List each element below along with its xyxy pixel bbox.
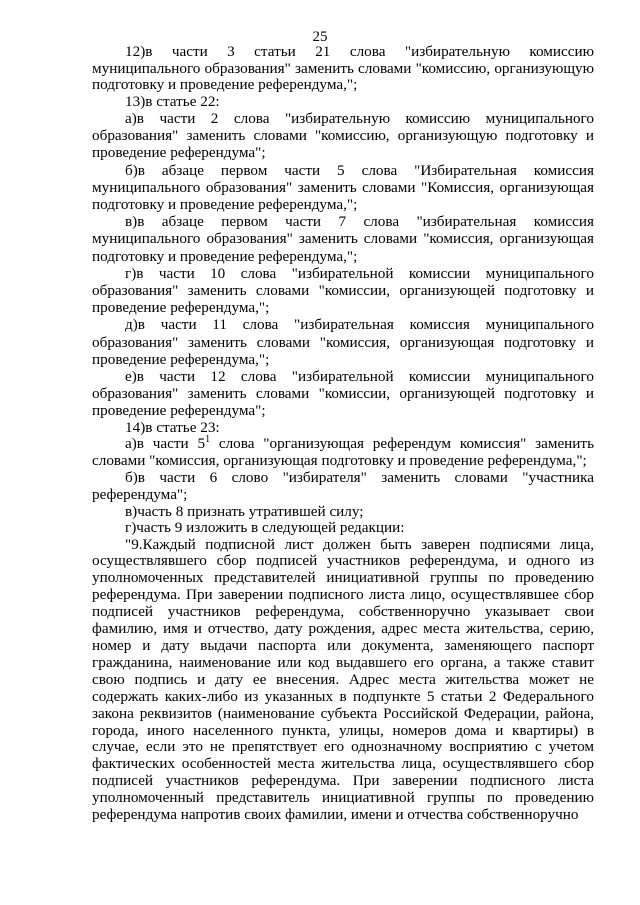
paragraph-14g: г)часть 9 изложить в следующей редакции: (125, 519, 405, 537)
paragraph-14a-rest: слова "организующая референдум комиссия" заменить словами "комиссия, организующая подготовку и проведение референдума,"; (92, 435, 594, 469)
page-number: 25 (312, 29, 328, 45)
paragraph-13g: г)в части 10 слова "избирательной комиссии муниципального образования" заменить словами "комиссии, организующей подготовку и проведение референдума,"; (92, 264, 594, 317)
paragraph-13a: а)в части 2 слова "избирательную комиссию муниципального образования" заменить словами "комиссию, организующую подготовку и проведение референдума"; (92, 110, 594, 162)
paragraph-12: 12)в части 3 статьи 21 слова "избирательную комиссию муниципального образования" заменить словами "комиссию, организующую подготовку и проведение референдума,"; (92, 43, 594, 93)
paragraph-13e: е)в части 12 слова "избирательной комиссии муниципального образования" заменить словами "комиссии, организующей подготовку и проведение референдума"; (92, 368, 594, 420)
document-body (92, 44, 594, 824)
paragraph-13v: в)в абзаце первом части 7 слова "избирательная комиссия муниципального образования" заменить словами "комиссия, организующая подготовку и проведение референдума,"; (92, 213, 594, 265)
paragraph-13: 13)в статье 22: (125, 92, 220, 110)
paragraph-quoted-part-9: "9.Каждый подписной лист должен быть заверен подписями лица, осуществлявшего сбор подписей участников референдума, и одного из уполномоченных представителей инициативной группы по проведению референдума. При заверении подписного листа лицо, осуществлявшее сбор подписей участников референдума, собственноручно указывает свои фамилию, имя и отчество, дату рождения, адрес места жительства, серию, номер и дату выдачи паспорта или документа, заменяющего паспорт гражданина, наименование или код выдавшего его органа, а также ставит свою подпись и дату ее внесения. Адрес места жительства может не содержать каких-либо из указанных в подпункте 5 статьи 2 Федерального закона реквизитов (наименование субъекта Российской Федерации, района, города, иного населенного пункта, улицы, номеров дома и квартиры) в случае, если это не препятствует его однозначному восприятию с учетом фактических особенностей места жительства лица, осуществлявшего сбор подписей участников референдума. При заверении подписного листа уполномоченный представитель инициативной группы по проведению референдума напротив своих фамилии, имени и отчества собственноручно (92, 535, 594, 824)
paragraph-14a (92, 436, 594, 469)
paragraph-13b: б)в абзаце первом части 5 слова "Избирательная комиссия муниципального образования" заменить словами "Комиссия, организующая подготовку и проведение референдума,"; (92, 161, 594, 214)
superscript-part-number: 1 (205, 434, 211, 446)
paragraph-14: 14)в статье 23: (125, 418, 220, 436)
paragraph-14b: б)в части 6 слово "избирателя" заменить словами "участника референдума"; (92, 469, 594, 504)
paragraph-13d: д)в части 11 слова "избирательная комиссия муниципального образования" заменить словами "комиссия, организующая подготовку и проведение референдума,"; (92, 316, 594, 368)
paragraph-14a-start: а)в части 5 (125, 435, 206, 453)
paragraph-14v: в)часть 8 признать утратившей силу; (125, 502, 364, 520)
